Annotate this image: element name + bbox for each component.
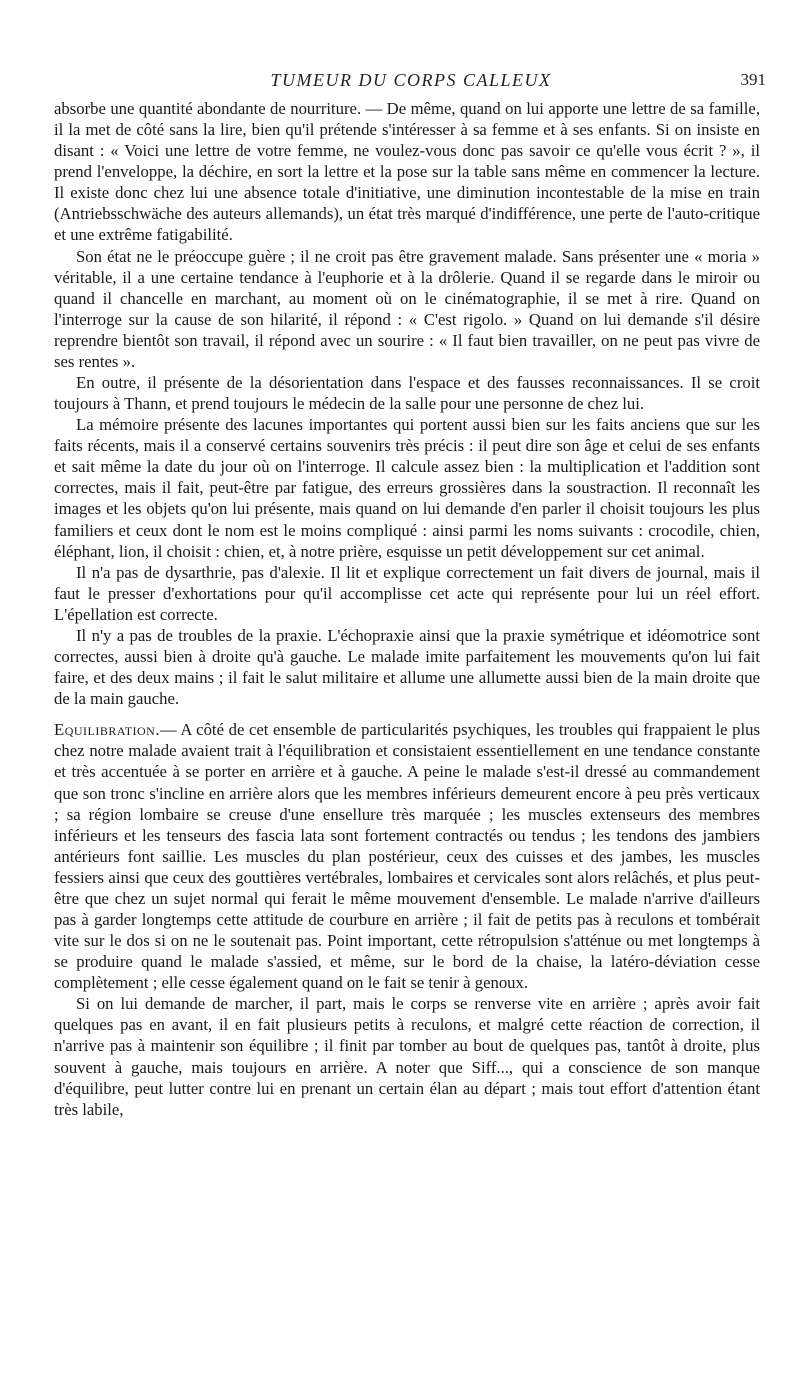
section-paragraph	[54, 719, 760, 993]
page-number: 391	[740, 70, 766, 89]
paragraph: La mémoire présente des lacunes importantes qui portent aussi bien sur les faits anciens que sur les faits récents, mais il a conservé certains souvenirs très précis : il peut dire son âge et celui de ses enfants et sait même la date du jour où on l'interroge. Il calcule assez bien : la multiplication et l'addition sont correctes, mais il fait, peut-être par fatigue, des erreurs grossières dans la soustraction. Il reconnaît les images et les objets qu'on lui présente, mais quand on lui demande d'en parler il choisit toujours les plus familiers et ceux dont le nom est le moins compliqué : ainsi parmi les noms suivants : crocodile, chien, éléphant, lion, il choisit : chien, et, à notre prière, esquisse un petit développement sur cet animal.	[54, 415, 760, 561]
paragraph: En outre, il présente de la désorientation dans l'espace et des fausses reconnaissances. Il se croit toujours à Thann, et prend toujours le médecin de la salle pour une personne de chez lui.	[54, 373, 760, 414]
running-title: TUMEUR DU CORPS CALLEUX	[270, 70, 552, 90]
running-head	[56, 70, 766, 94]
paragraph: Il n'y a pas de troubles de la praxie. L'échopraxie ainsi que la praxie symétrique et idéomotrice sont correctes, aussi bien à droite qu'à gauche. Le malade imite parfaitement les mouvements qu'on lui fait faire, et des deux mains ; il fait le salut militaire et allume une allumette aussi bien de la main droite que de la main gauche.	[54, 625, 760, 709]
paragraph: Il n'a pas de dysarthrie, pas d'alexie. Il lit et explique correctement un fait divers de journal, mais il faut le presser d'exhortations pour qu'il accomplisse cet acte qui représente pour lui un réel effort. L'épellation est correcte.	[54, 562, 760, 624]
section-text: — A côté de cet ensemble de particularités psychiques, les troubles qui frappaient le plus chez notre malade avaient trait à l'équilibration et consistaient essentiellement en une tendance constante et très accentuée à se porter en arrière et à gauche. A peine le malade s'est-il dressé au commandement que son tronc s'incline en arrière alors que les membres inférieurs demeurent encore à peu près verticaux ; sa région lombaire se creuse d'une ensellure très marquée ; les muscles extenseurs des membres inférieurs et les tenseurs des fascia lata sont fortement contractés ou tendus ; les tendons des jambiers antérieurs font saillie. Les muscles du plan postérieur, ceux des cuisses et des jambes, les muscles fessiers ainsi que ceux des gouttières vertébrales, lombaires et cervicales sont alors relâchés, et plus peut-être que chez un sujet normal qui ferait le même mouvement d'ensemble. Le malade n'arrive d'ailleurs pas à garder longtemps cette attitude de courbure en arrière ; il fait de petits pas à reculons et tombérait vite sur le dos si on ne le soutenait pas. Point important, cette rétropulsion s'atténue ou met longtemps à se produire quand le malade s'assied, et même, sur le bord de la chaise, la latéro-déviation cesse complètement ; elle cesse également quand on le fait se tenir à genoux.	[54, 720, 760, 993]
section-heading: Equilibration.	[54, 720, 161, 740]
paragraph: Son état ne le préoccupe guère ; il ne croit pas être gravement malade. Sans présenter une « moria » véritable, il a une certaine tendance à l'euphorie et à la drôlerie. Quand il se regarde dans le miroir ou quand il chancelle en marchant, au moment où on le cinématographie, il se met à rire. Quand on l'interroge sur la cause de son hilarité, il répond : « C'est rigolo. » Quand on lui demande s'il désire reprendre bientôt son travail, il répond avec un sourire : « Il faut bien travailler, on ne peut pas vivre de ses rentes ».	[54, 246, 760, 371]
paragraph: Si on lui demande de marcher, il part, mais le corps se renverse vite en arrière ; après avoir fait quelques pas en avant, il en fait plusieurs petits à reculons, et malgré cette réaction de correction, il n'arrive pas à maintenir son équilibre ; il finit par tomber au bout de quelques pas, tantôt à droite, plus souvent à gauche, mais toujours en arrière. A noter que Siff..., qui a conscience de son manque d'équilibre, peut lutter contre lui en prenant un certain élan au départ ; mais tout effort d'attention étant très labile,	[54, 994, 760, 1119]
body-text	[54, 98, 760, 1120]
paragraph: absorbe une quantité abondante de nourriture. — De même, quand on lui apporte une lettre de sa famille, il la met de côté sans la lire, bien qu'il prétende s'intéresser à sa femme et à ses enfants. Si on insiste en disant : « Voici une lettre de votre femme, ne voulez-vous donc pas savoir ce qu'elle vous écrit ? », il prend l'enveloppe, la déchire, en sort la lettre et la pose sur la table sans même en commencer la lecture. Il existe donc chez lui une absence totale d'initiative, une diminution incontestable de la mise en train (Antriebsschwäche des auteurs allemands), un état très marqué d'indifférence, une perte de l'auto-critique et une extrême fatigabilité.	[54, 99, 760, 245]
